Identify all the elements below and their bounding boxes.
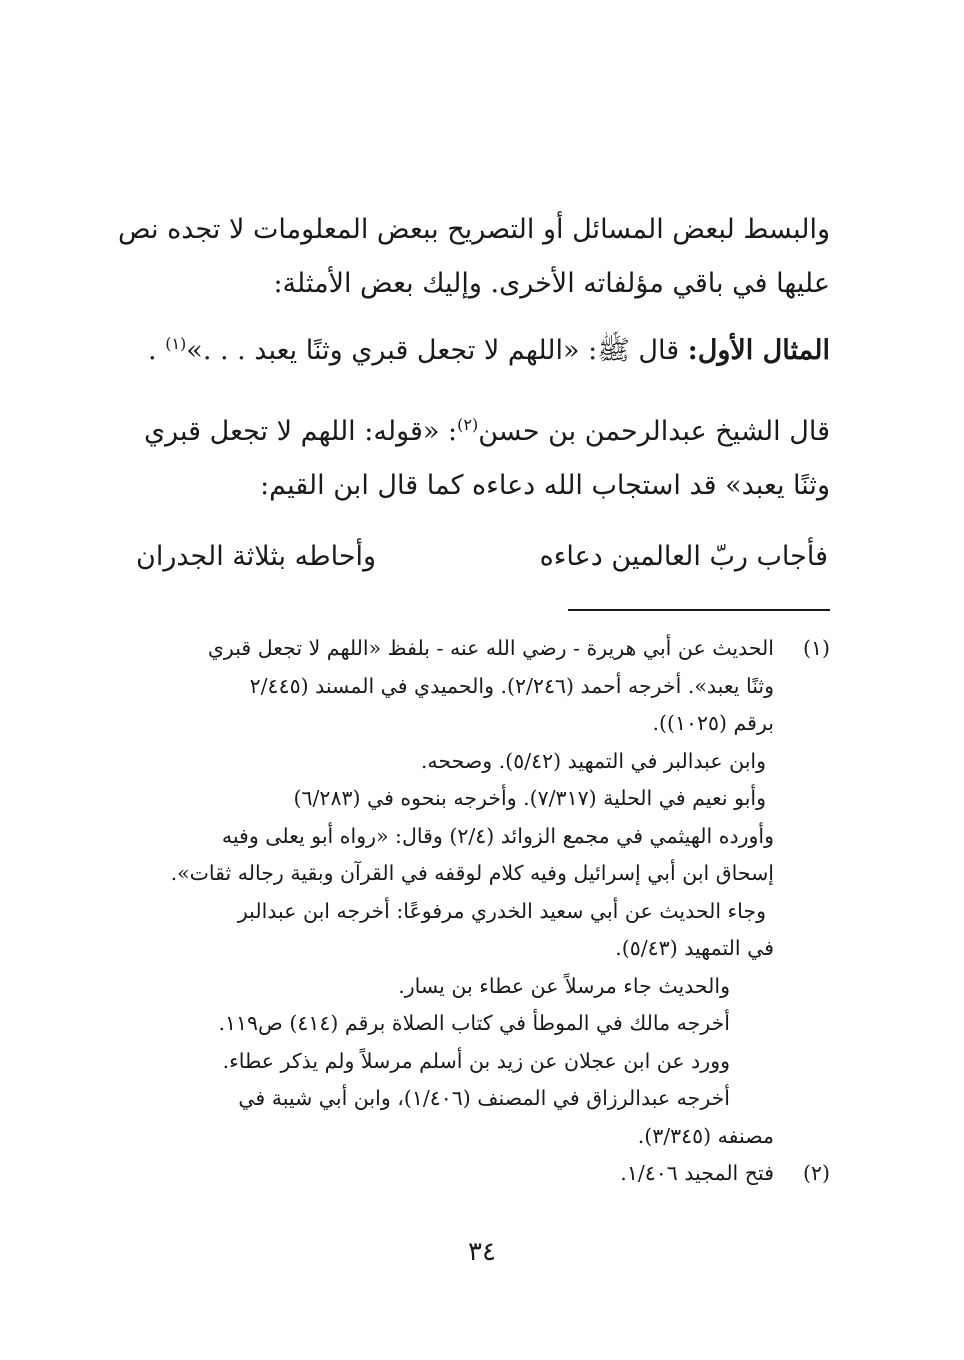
footnote-line: فتح المجيد ١/٤٠٦. — [620, 1161, 774, 1185]
first-hemistich: فأجاب ربّ العالمين دعاءه — [539, 541, 828, 572]
footnote-line: أخرجه مالك في الموطأ في كتاب الصلاة برقم (٤١٤) ص١١٩. — [218, 1011, 730, 1035]
footnote-line: إسحاق ابن أبي إسرائيل وفيه كلام لوقفه في القرآن وبقية رجاله ثقات». — [170, 861, 774, 885]
text-line: والبسط لبعض المسائل أو التصريح ببعض المعلومات لا تجده نص — [117, 214, 830, 245]
footnote-line: الحديث عن أبي هريرة - رضي الله عنه - بلفظ «اللهم لا تجعل قبري — [207, 636, 774, 660]
second-hemistich: وأحاطه بثلاثة الجدران — [136, 541, 377, 572]
example-text: قال ﷺ: «اللهم لا تجعل قبري وثنًا يعبد . . .» — [186, 335, 680, 366]
poem-verse — [136, 530, 828, 584]
text-line: عليها في باقي مؤلفاته الأخرى. وإليك بعض الأمثلة: — [273, 268, 830, 299]
footnote-number: (٢) — [802, 1161, 830, 1185]
page-number: ٣٤ — [468, 1237, 496, 1267]
text-line: وثنًا يعبد» قد استجاب الله دعاءه كما قال ابن القيم: — [260, 470, 830, 501]
quote-text: قال الشيخ عبدالرحمن بن حسن — [478, 416, 830, 447]
footnote-number: (١) — [802, 636, 830, 660]
quote-paragraph — [134, 405, 830, 513]
footnote-line: والحديث جاء مرسلاً عن عطاء بن يسار. — [398, 973, 730, 998]
footnotes-section — [134, 630, 830, 1193]
quote-text: : «قوله: اللهم لا تجعل قبري — [143, 416, 458, 447]
footnote-line: وابن عبدالبر في التمهيد (٥/٤٢). وصححه. — [420, 748, 766, 773]
footnote-line: وجاء الحديث عن أبي سعيد الخدري مرفوعًا: أخرجه ابن عبدالبر — [237, 898, 766, 923]
footnote-ref: (٢) — [457, 415, 479, 434]
footnote-line: وأبو نعيم في الحلية (٧/٣١٧). وأخرجه بنحوه في (٦/٢٨٣) — [293, 786, 766, 810]
footnote-line: وأورده الهيثمي في مجمع الزوائد (٢/٤) وقال: «رواه أبو يعلى وفيه — [221, 823, 774, 848]
footnote — [134, 1155, 830, 1193]
text-line — [134, 405, 830, 459]
footnote-line: أخرجه عبدالرزاق في المصنف (١/٤٠٦)، وابن أبي شيبة في — [238, 1086, 730, 1110]
example-label: المثال الأول: — [687, 335, 830, 366]
footnote-line: وورد عن ابن عجلان عن زيد بن أسلم مرسلاً ولم يذكر عطاء. — [222, 1048, 730, 1073]
intro-paragraph — [117, 203, 830, 311]
footnote-line: برقم (١٠٢٥)). — [652, 711, 774, 735]
footnote — [134, 630, 830, 1155]
footnote-line: في التمهيد (٥/٤٣). — [615, 936, 774, 960]
example-paragraph — [134, 324, 830, 378]
example-end: . — [148, 335, 157, 366]
footnote-line: مصنفه (٣/٣٤٥). — [637, 1123, 774, 1148]
footnote-divider — [568, 609, 830, 611]
text-line — [134, 324, 830, 378]
footnote-line: وثنًا يعبد». أخرجه أحمد (٢/٢٤٦). والحميدي في المسند (٢/٤٤٥ — [249, 673, 774, 698]
footnote-ref: (١) — [165, 334, 187, 353]
